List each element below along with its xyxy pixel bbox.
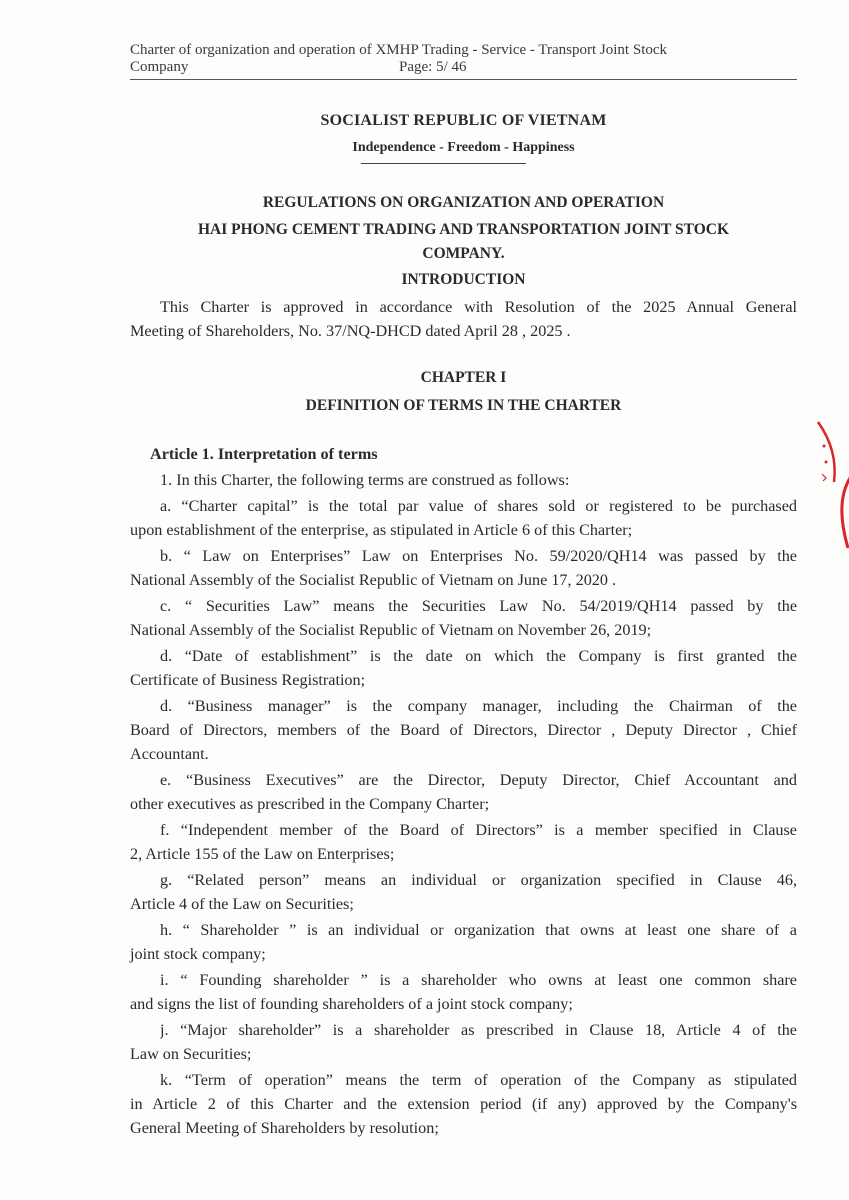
article-line: 2, Article 155 of the Law on Enterprises; [130,845,395,863]
article-line: Accountant. [130,745,209,763]
page-header [130,42,797,76]
article-line: Law on Securities; [130,1045,252,1063]
article-line: a. “Charter capital” is the total par value of shares sold or registered to be purchased [160,497,797,515]
motto-underline [361,163,526,164]
page-number: Page: 5/ 46 [399,59,467,75]
regulations-title-line-1: REGULATIONS ON ORGANIZATION AND OPERATION [262,194,665,211]
introduction-line: Meeting of Shareholders, No. 37/NQ-DHCD dated April 28 , 2025 . [130,322,571,340]
header-charter-title: Charter of organization and operation of XMHP Trading - Service - Transport Joint Stock [130,42,668,58]
article-line: c. “ Securities Law” means the Securities Law No. 54/2019/QH14 passed by the [160,597,797,615]
chapter-title: DEFINITION OF TERMS IN THE CHARTER [305,397,622,414]
article-line: 1. In this Charter, the following terms are construed as follows: [160,471,570,489]
regulations-title-line-3: COMPANY. [422,245,505,262]
article-line: upon establishment of the enterprise, as stipulated in Article 6 of this Charter; [130,521,633,539]
article-line: d. “Date of establishment” is the date on which the Company is first granted the [160,647,797,665]
article-line: Certificate of Business Registration; [130,671,366,689]
chapter-number: CHAPTER I [420,369,507,386]
motto: Independence - Freedom - Happiness [352,140,575,155]
introduction-line: This Charter is approved in accordance with Resolution of the 2025 Annual General [160,298,797,316]
article-heading: Article 1. Interpretation of terms [150,445,378,463]
article-line: g. “Related person” means an individual or organization specified in Clause 46, [160,871,797,889]
article-line: f. “Independent member of the Board of Directors” is a member specified in Clause [160,821,797,839]
article-line: Article 4 of the Law on Securities; [130,895,354,913]
article-line: in Article 2 of this Charter and the extension period (if any) approved by the Company's [130,1095,797,1113]
article-line: j. “Major shareholder” is a shareholder as prescribed in Clause 18, Article 4 of the [160,1021,797,1039]
article-line: and signs the list of founding shareholders of a joint stock company; [130,995,573,1013]
article-line: e. “Business Executives” are the Director, Deputy Director, Chief Accountant and [160,771,797,789]
article-line: National Assembly of the Socialist Republic of Vietnam on June 17, 2020 . [130,571,617,589]
nation-heading: SOCIALIST REPUBLIC OF VIETNAM [320,112,607,129]
article-line: b. “ Law on Enterprises” Law on Enterprises No. 59/2020/QH14 was passed by the [160,547,797,565]
article-line: d. “Business manager” is the company manager, including the Chairman of the [160,697,797,715]
header-charter-title-cont: Company [130,59,189,75]
article-line: Board of Directors, members of the Board of Directors, Director , Deputy Director , Chief [130,721,797,739]
article-line: General Meeting of Shareholders by resolution; [130,1119,439,1137]
article-line: other executives as prescribed in the Company Charter; [130,795,490,813]
article-line: National Assembly of the Socialist Republic of Vietnam on November 26, 2019; [130,621,652,639]
article-line: k. “Term of operation” means the term of operation of the Company as stipulated [160,1071,797,1089]
regulations-title-line-2: HAI PHONG CEMENT TRADING AND TRANSPORTATION JOINT STOCK [198,221,729,238]
introduction-heading: INTRODUCTION [401,271,526,288]
article-line: joint stock company; [130,945,266,963]
header-divider [130,79,797,80]
red-seal-stamp-icon [808,420,849,550]
article-line: h. “ Shareholder ” is an individual or organization that owns at least one share of a [160,921,797,939]
article-line: i. “ Founding shareholder ” is a shareholder who owns at least one common share [160,971,797,989]
